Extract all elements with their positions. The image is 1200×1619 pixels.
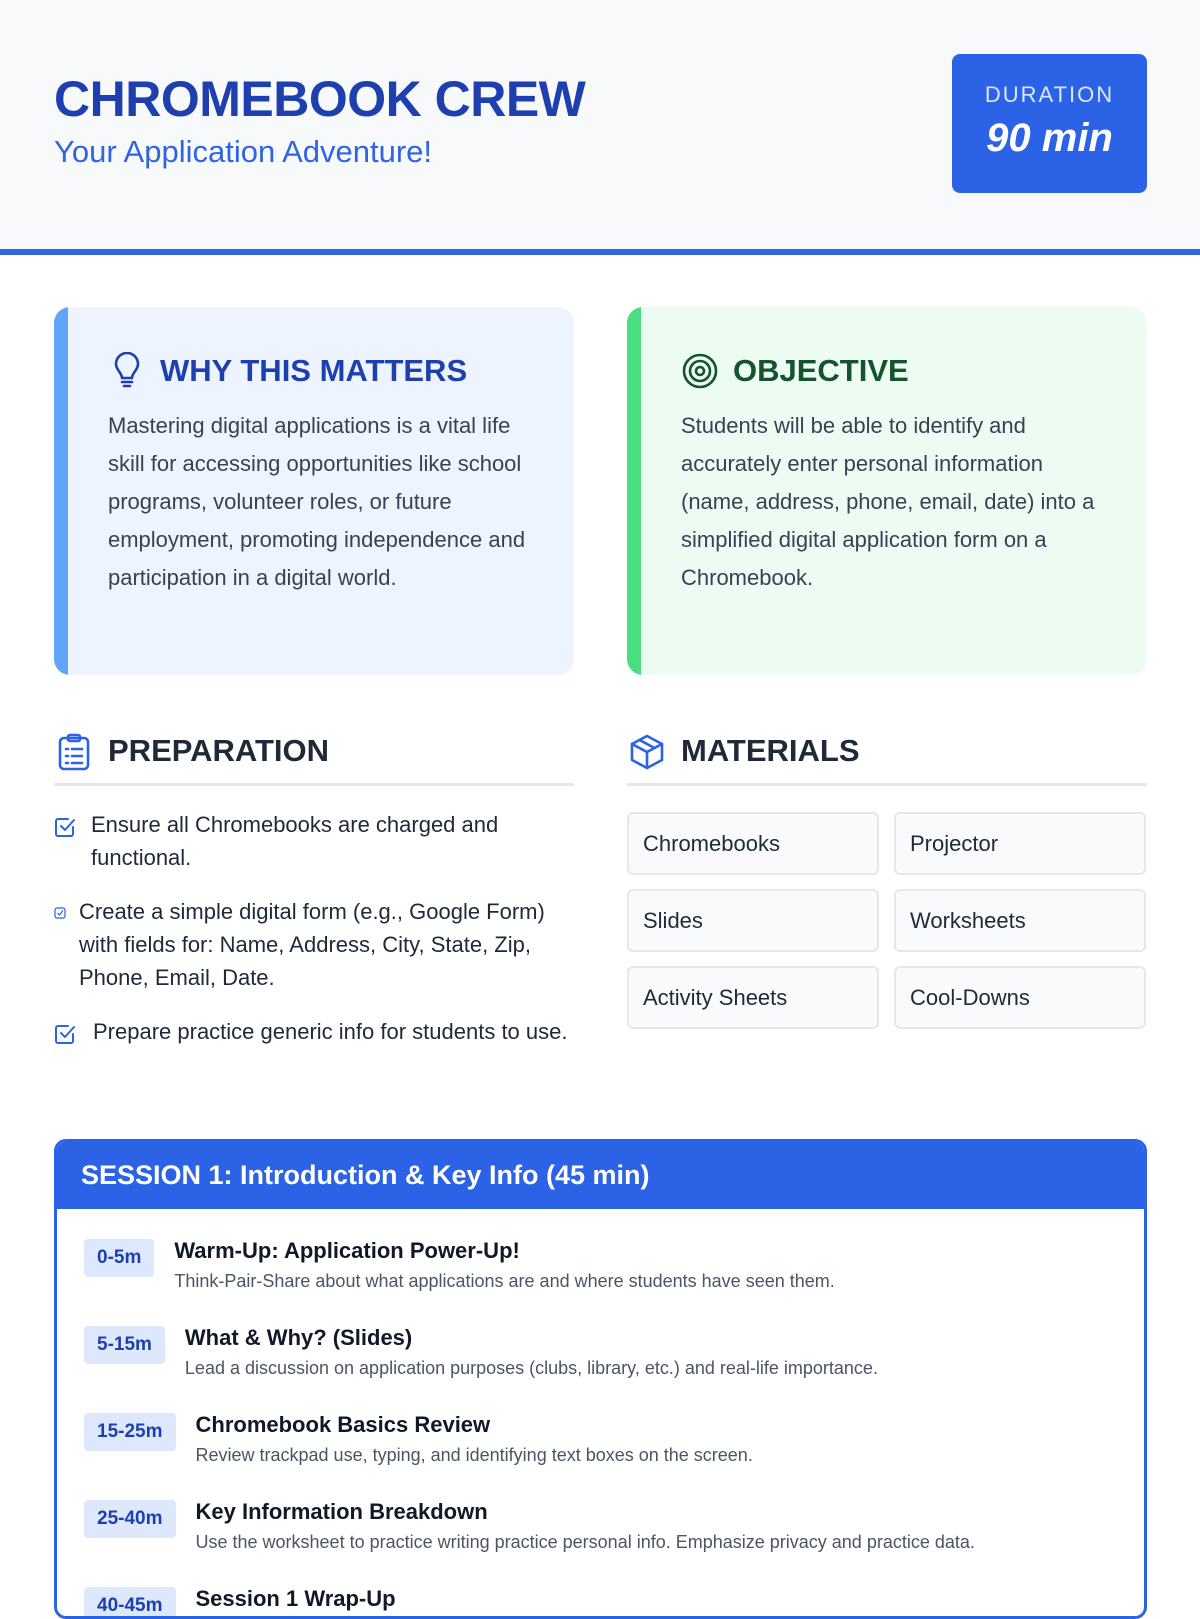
checkbox-icon: [54, 816, 76, 838]
material-item: Worksheets: [894, 889, 1146, 952]
card-title: OBJECTIVE: [733, 353, 909, 388]
time-badge: 25-40m: [84, 1500, 176, 1538]
card-title: WHY THIS MATTERS: [160, 353, 468, 388]
box-icon: [627, 732, 667, 772]
step-title: Chromebook Basics Review: [195, 1412, 491, 1437]
list-item: [54, 808, 574, 874]
session-step: [84, 1409, 1144, 1496]
material-item: Chromebooks: [627, 812, 879, 875]
step-title: Session 1 Wrap-Up: [195, 1586, 396, 1611]
clipboard-icon: [54, 732, 94, 772]
section-title: PREPARATION: [108, 733, 330, 768]
time-badge: 15-25m: [84, 1413, 176, 1451]
card-accent-bar: [54, 307, 68, 675]
step-description: Lead a discussion on application purposes (clubs, library, etc.) and real-life importance.: [184, 1358, 878, 1378]
time-badge: 40-45m: [84, 1587, 176, 1619]
target-icon: [681, 352, 719, 390]
session-step: [84, 1235, 1144, 1322]
card-body: Mastering digital applications is a vital life skill for accessing opportunities like school programs, volunteer roles, or future employment, promoting independence and participation in a digital world.: [108, 413, 526, 590]
session-steps: [57, 1209, 1144, 1619]
session-step: [84, 1322, 1144, 1409]
why-this-matters-card: [54, 307, 574, 675]
step-title: Warm-Up: Application Power-Up!: [174, 1238, 520, 1263]
section-title: MATERIALS: [681, 733, 860, 768]
material-item: Activity Sheets: [627, 966, 879, 1029]
session-1-panel: [54, 1139, 1147, 1619]
card-body: Students will be able to identify and accurately enter personal information (name, address, phone, email, date) into a simplified digital application form on a Chromebook.: [681, 413, 1095, 590]
session-step: [84, 1583, 1144, 1619]
page-title: CHROMEBOOK CREW: [54, 71, 586, 127]
checkbox-icon: [54, 1023, 76, 1045]
card-header: [108, 351, 467, 391]
duration-value: 90 min: [986, 116, 1113, 160]
materials-header: [627, 728, 1147, 786]
list-item-text: Create a simple digital form (e.g., Google Form) with fields for: Name, Address, City, State, Zip, Phone, Email, Date.: [79, 899, 545, 990]
page-subtitle: Your Application Adventure!: [54, 134, 433, 169]
materials-grid: [627, 812, 1147, 1029]
preparation-header: [54, 728, 574, 786]
duration-badge: [952, 54, 1147, 193]
lightbulb-icon: [108, 352, 146, 390]
material-item: Slides: [627, 889, 879, 952]
material-item: Cool-Downs: [894, 966, 1146, 1029]
material-item: Projector: [894, 812, 1146, 875]
list-item-text: Ensure all Chromebooks are charged and functional.: [91, 812, 499, 870]
list-item-text: Prepare practice generic info for students to use.: [93, 1019, 568, 1044]
list-item: [54, 1015, 574, 1048]
session-step: [84, 1496, 1144, 1583]
time-badge: 0-5m: [84, 1239, 154, 1277]
step-title: Key Information Breakdown: [195, 1499, 488, 1524]
checkbox-icon: [54, 907, 66, 919]
objective-card: [627, 307, 1147, 675]
step-description: Use the worksheet to practice writing practice personal info. Emphasize privacy and practice data.: [195, 1532, 975, 1552]
header: [0, 0, 1200, 255]
preparation-list: [54, 808, 574, 1069]
step-description: Review trackpad use, typing, and identifying text boxes on the screen.: [195, 1445, 753, 1465]
card-accent-bar: [627, 307, 641, 675]
step-description: Think-Pair-Share about what applications are and where students have seen them.: [174, 1271, 835, 1291]
session-title: SESSION 1: Introduction & Key Info (45 min): [57, 1142, 1144, 1209]
time-badge: 5-15m: [84, 1326, 165, 1364]
list-item: [54, 895, 574, 994]
card-header: [681, 351, 909, 391]
duration-label: DURATION: [984, 82, 1115, 107]
step-title: What & Why? (Slides): [184, 1325, 413, 1350]
